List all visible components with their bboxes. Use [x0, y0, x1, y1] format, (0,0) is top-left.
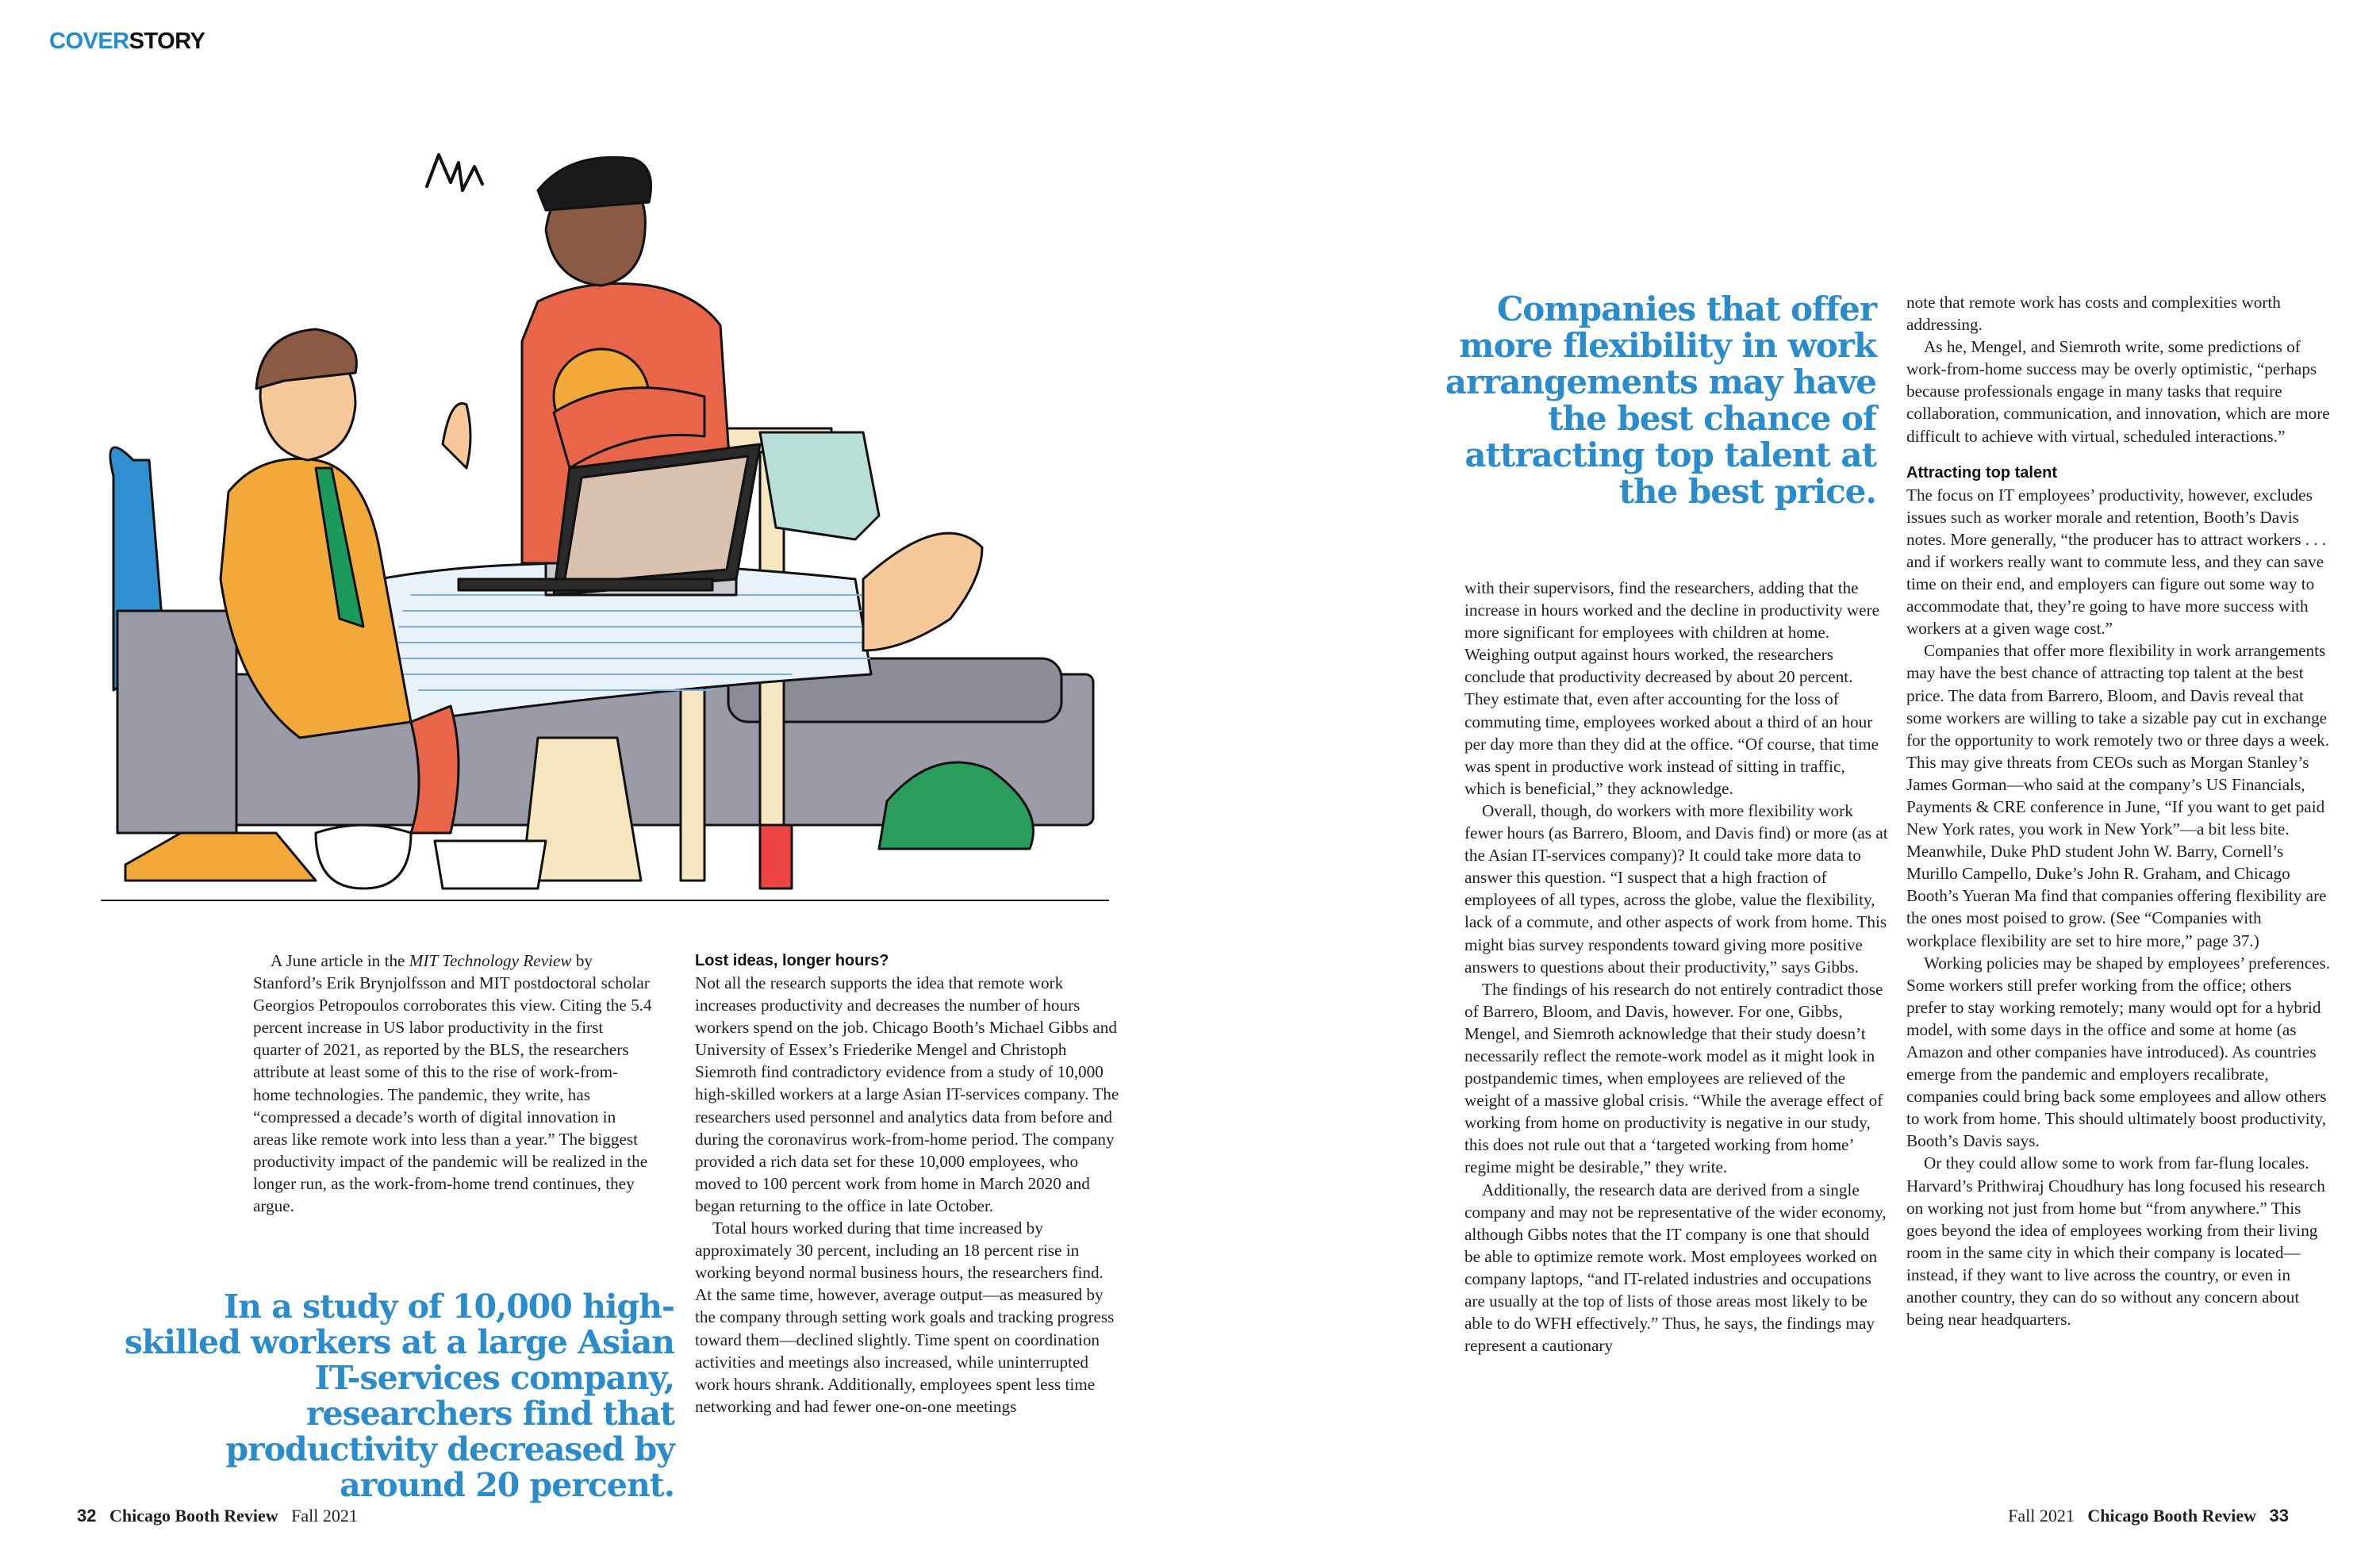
paragraph: Companies that offer more flexibility in work arrangements may have the best chance of attracting top talent at the best price. The data from Barrero, Bloom, and Davis reveal that some workers are willing to take a sizable pay cut in exchange for the opportunity to work remotely two or three days a week. This may give threats from CEOs such as Morgan Stanley’s James Gorman—who said at the company’s US Financials, Payments & CRE conference in June, “If you want to get paid New York rates, you work in New York”—a bit less bite. Meanwhile, Duke PhD student John W. Barry, Cornell’s Murillo Campello, Duke’s John R. Graham, and Chicago Booth’s Yueran Ma find that companies offering flexibility are the ones most poised to grow. (See “Companies with workplace flexibility are set to hire more,” page 37.) [1906, 641, 2330, 950]
text-run: A June article in the [271, 951, 409, 970]
paragraph: Working policies may be shaped by employees’ preferences. Some workers still prefer working from the office; others prefer to stay working remotely; many would opt for a hybrid model, with some days in the office and some at home (as Amazon and other companies have introduced). As countries emerge from the pandemic and employers recalibrate, companies could bring back some employees and allow others to work from home. This should ultimately boost productivity, Booth’s Davis says. [1906, 953, 2331, 1151]
page-number: 33 [2269, 1506, 2289, 1526]
magazine-name: Chicago Booth Review [2087, 1506, 2257, 1526]
footer-right [2008, 1506, 2289, 1526]
paragraph: Not all the research supports the idea that remote work increases productivity and decreases the number of hours workers spend on the job. Chicago Booth’s Michael Gibbs and University of Essex’s Friederike Mengel and Christoph Siemroth find contradictory evidence from a study of 10,000 high-skilled workers at a large Asian IT-services company. The researchers used personnel and analytics data from before and during the coronavirus work-from-home period. The company provided a rich data set for these 10,000 employees, who moved to 100 percent work from home in March 2020 and began returning to the office in late October. [695, 973, 1119, 1215]
right-column-2 [1906, 291, 2331, 1330]
issue-date: Fall 2021 [291, 1506, 358, 1526]
frustration-squiggle [427, 155, 482, 190]
pull-quote-right: Companies that offer more flexibility in work arrangements may have the best chance of attracting top talent at the best price. [1445, 290, 1876, 511]
issue-date: Fall 2021 [2008, 1506, 2075, 1526]
takeout-box [125, 833, 316, 881]
left-column-2 [695, 950, 1119, 1418]
soda-can [760, 825, 792, 888]
cover-illustration [78, 135, 1109, 904]
bowl [316, 825, 411, 888]
paragraph: As he, Mengel, and Siemroth write, some predictions of work-from-home success may be overly optimistic, “perhaps because professionals engage in many tasks that require collaboration, communication, and innovation, which are more difficult to achieve with virtual, scheduled interactions.” [1906, 337, 2330, 446]
paragraph: Total hours worked during that time increased by approximately 30 percent, including an 18 percent rise in working beyond normal business hours, the researchers find. At the same time, however, average output—as measured by the company through setting work goals and tracking progress toward them—declined slightly. Time spent on coordination activities and meetings also increased, while uninterrupted work hours shrank. Additionally, employees spent less time networking and had fewer one-on-one meetings [695, 1219, 1115, 1416]
section-heading-attracting-talent: Attracting top talent [1906, 463, 2057, 482]
section-label-cover: COVER [49, 29, 129, 54]
section-label [49, 29, 205, 55]
paragraph: Or they could allow some to work from far-flung locales. Harvard’s Prithwiraj Choudhury has long focused his research on working not just from home but “from anywhere.” This goes beyond the idea of employees working from their living room in the same city in which their company is located—instead, if they want to live across the country, or even in another country, they can do so without any concern about being near headquarters. [1906, 1153, 2325, 1330]
section-label-story: STORY [129, 29, 205, 54]
right-column-1 [1464, 577, 1889, 1357]
towel [760, 432, 879, 539]
left-column-1 [253, 950, 654, 1217]
text-run: by Stanford’s Erik Brynjolfsson and MIT postdoctoral scholar Georgios Petropoulos corroborates this view. Citing the 5.4 percent increase in US labor productivity in the first quarter of 2021, as reported by the BLS, the researchers attribute at least some of this to the rise of work-from-home technologies. The pandemic, they write, has “compressed a decade’s worth of digital innovation in areas like remote work into less than a year.” The biggest productivity impact of the pandemic will be realized in the longer run, as the work-from-home trend continues, they argue. [253, 951, 652, 1216]
thumbs-up [443, 404, 470, 468]
paragraph: with their supervisors, find the researchers, adding that the increase in hours worked and the decline in productivity were more significant for employees with children at home. Weighing output against hours worked, the researchers conclude that productivity decreased by about 20 percent. They estimate that, even after accounting for the loss of commuting time, employees worked about a third of an hour per day more than they did at the office. “Of course, that time was spent in productive work instead of sitting in traffic, which is beneficial,” they acknowledge. [1464, 578, 1880, 798]
paragraph: The focus on IT employees’ productivity, however, excludes issues such as worker morale and retention, Booth’s Davis notes. More generally, “the producer has to attract workers . . . and if workers really want to commute less, and they can save time on their end, and employers can figure out some way to accommodate that, they’re going to have more success with workers at a given wage cost.” [1906, 485, 2327, 639]
container [435, 841, 546, 888]
section-heading-lost-ideas: Lost ideas, longer hours? [695, 952, 889, 969]
publication-title: MIT Technology Review [409, 951, 572, 970]
paragraph: Additionally, the research data are derived from a single company and may not be representative of the wider economy, although Gibbs notes that the IT company is one that should be able to optimize remote work. Most employees worked on company laptops, “and IT-related industries and occupations are usually at the top of lists of those areas most likely to be able to do WFH effectively.” Thus, he says, the findings may represent a cautionary [1464, 1180, 1887, 1356]
left-col1-paragraph [253, 950, 654, 1217]
paragraph: note that remote work has costs and complexities worth addressing. [1906, 293, 2281, 335]
pull-quote-left: In a study of 10,000 high-skilled workers at a large Asian IT-services company, researchers find that productivity decreased by around 20 percent. [124, 1288, 674, 1504]
page-number: 32 [77, 1506, 97, 1526]
sock [411, 706, 459, 833]
feet [863, 533, 982, 651]
paragraph: Overall, though, do workers with more flexibility work fewer hours (as Barrero, Bloom, and Davis find) or more (as at the Asian IT-services company)? It could take more data to answer this question. “I suspect that a high fraction of employees of all types, across the globe, value the flexibility, lack of a commute, and other aspects of work from home. This might bias survey respondents toward giving more positive answers to questions about their productivity,” says Gibbs. [1464, 800, 1888, 977]
magazine-name: Chicago Booth Review [109, 1506, 278, 1526]
footer-left [77, 1506, 358, 1526]
paragraph: The findings of his research do not entirely contradict those of Barrero, Bloom, and Davis, however. For one, Gibbs, Mengel, and Siemroth acknowledge that their study doesn’t necessarily reflect the remote-work model as it might look in postpandemic times, when employees are relieved of the weight of a massive global crisis. “While the average effect of working from home on productivity is negative in our study, this does not rule out that a ‘targeted working from home’ regime might be desirable,” they write. [1464, 979, 1883, 1177]
